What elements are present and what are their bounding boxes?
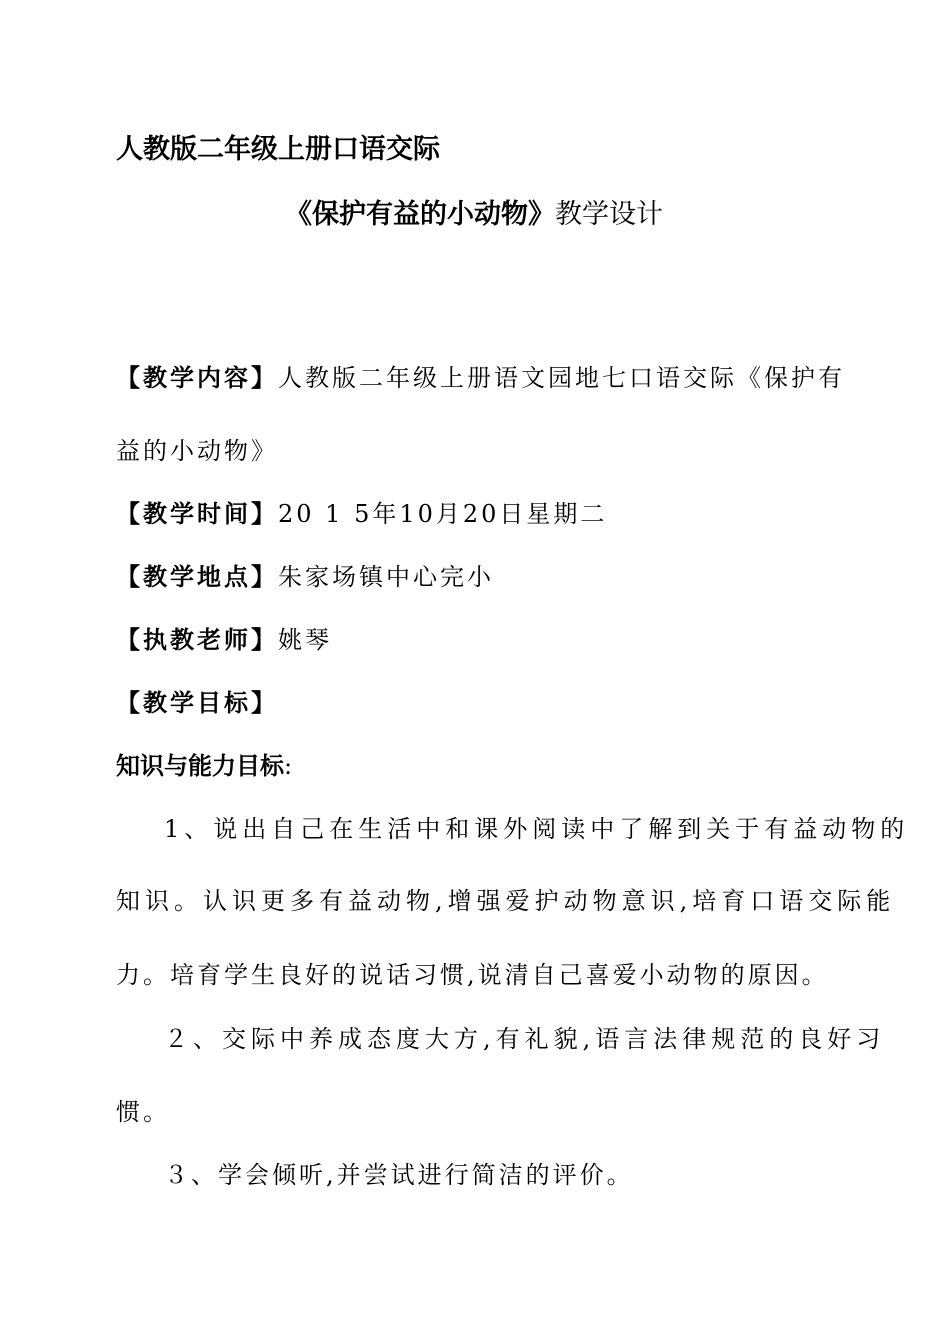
subtitle-suffix: 教学设计 — [555, 199, 663, 230]
goal-item-2-line-1: ２、交际中养成态度大方,有礼貌,语言法律规范的良好习 — [164, 1025, 886, 1053]
time-row — [116, 499, 607, 529]
place-label: 【教学地点】 — [116, 562, 278, 591]
teacher-value: 姚琴 — [278, 626, 332, 654]
goal-item-1-line-2: 知识。认识更多有益动物,增强爱护动物意识,培育口语交际能 — [116, 887, 896, 915]
content-label: 【教学内容】 — [116, 363, 278, 392]
goals-heading-row — [116, 751, 292, 781]
goal-item-1-line-3: 力。培育学生良好的说话习惯,说清自己喜爱小动物的原因。 — [116, 961, 829, 989]
teacher-row — [116, 625, 332, 655]
goals-label: 【教学目标】 — [116, 688, 278, 717]
goals-heading-colon: : — [284, 752, 293, 780]
time-label: 【教学时间】 — [116, 499, 278, 528]
place-value: 朱家场镇中心完小 — [278, 563, 494, 591]
document-title: 人教版二年级上册口语交际 — [116, 134, 440, 165]
goal-item-3-line-1: ３、学会倾听,并尝试进行简洁的评价。 — [164, 1161, 634, 1189]
document-subtitle — [285, 200, 663, 230]
goal-item-2-line-2: 惯。 — [116, 1098, 170, 1126]
subtitle-lesson-name: 《保护有益的小动物》 — [285, 199, 555, 230]
goals-heading: 知识与能力目标 — [116, 751, 284, 780]
time-value: 20 1 5年10月20日星期二 — [278, 500, 608, 528]
content-row — [116, 363, 845, 393]
content-value-continued: 益的小动物》 — [116, 437, 278, 465]
content-value: 人教版二年级上册语文园地七口语交际《保护有 — [278, 364, 845, 392]
place-row — [116, 562, 494, 592]
teacher-label: 【执教老师】 — [116, 625, 278, 654]
goal-item-1-line-1: 1、说出自己在生活中和课外阅读中了解到关于有益动物的 — [164, 815, 910, 843]
